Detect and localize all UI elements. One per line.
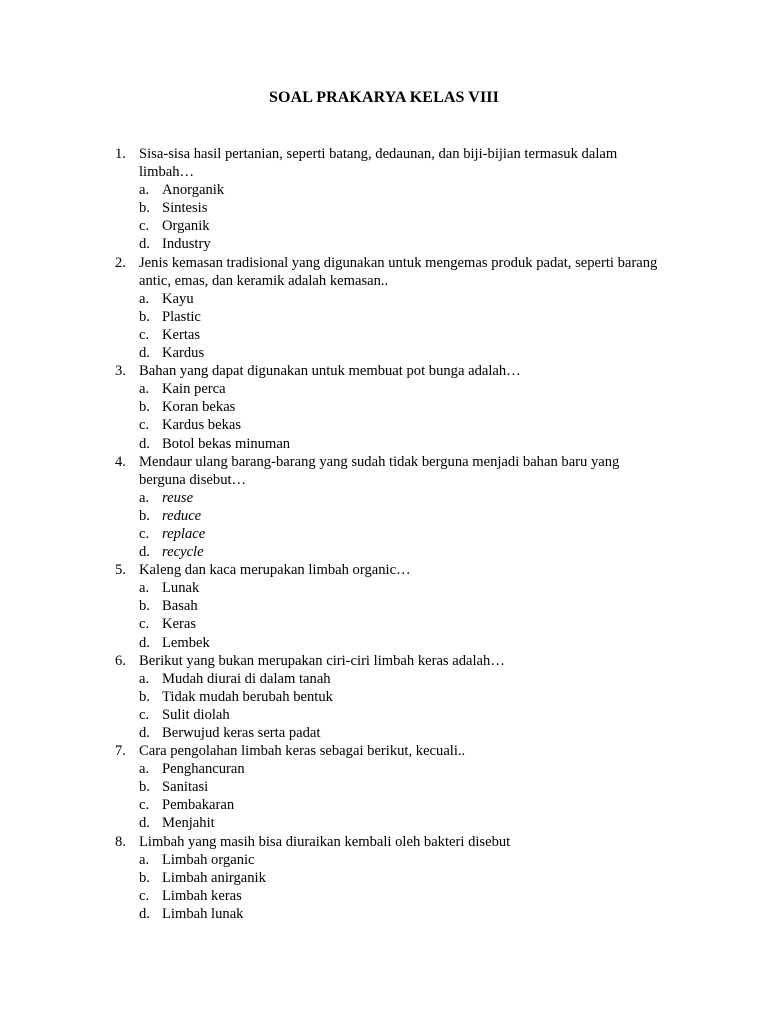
option-text: Sintesis xyxy=(162,200,208,217)
option-text: Penghancuran xyxy=(162,761,245,778)
option-letter: d. xyxy=(139,345,150,362)
option-letter: d. xyxy=(139,236,150,253)
option-text: Kertas xyxy=(162,326,201,343)
question-text: Cara pengolahan limbah keras sebagai berikut, kecuali.. xyxy=(139,743,466,760)
option-text: Lunak xyxy=(162,580,200,597)
option-text: Koran bekas xyxy=(162,399,236,416)
option-letter: c. xyxy=(139,525,150,542)
option-text: Berwujud keras serta padat xyxy=(162,725,321,741)
option-list xyxy=(139,489,660,561)
option-text: reuse xyxy=(162,489,194,506)
option-letter: a. xyxy=(139,182,150,199)
option-item xyxy=(139,688,660,706)
option-item xyxy=(139,706,660,724)
option-item xyxy=(139,724,660,742)
option-letter: d. xyxy=(139,725,150,741)
option-item xyxy=(139,435,660,453)
option-letter: c. xyxy=(139,326,150,343)
option-letter: d. xyxy=(139,634,150,651)
option-text: replace xyxy=(162,525,206,542)
option-letter: b. xyxy=(139,779,150,796)
option-text: Sulit diolah xyxy=(162,706,230,723)
question-number: 8. xyxy=(115,833,126,850)
option-letter: b. xyxy=(139,869,150,886)
question-text: Sisa-sisa hasil pertanian, seperti batang, dedaunan, dan biji-bijian termasuk dalam limbah… xyxy=(139,146,618,181)
option-item xyxy=(139,217,660,235)
option-text: Limbah keras xyxy=(162,887,242,904)
question-item xyxy=(115,652,660,742)
option-item xyxy=(139,887,660,905)
option-letter: b. xyxy=(139,598,150,615)
option-item xyxy=(139,416,660,434)
option-text: Kardus bekas xyxy=(162,417,242,434)
option-letter: d. xyxy=(139,544,150,561)
option-text: Sanitasi xyxy=(162,779,209,796)
option-letter: c. xyxy=(139,797,150,814)
option-letter: b. xyxy=(139,507,150,524)
option-item xyxy=(139,760,660,778)
option-list xyxy=(139,760,660,832)
option-list xyxy=(139,380,660,452)
option-item xyxy=(139,543,660,561)
option-letter: c. xyxy=(139,218,150,235)
option-text: Kardus xyxy=(162,345,205,362)
option-letter: a. xyxy=(139,761,150,778)
question-text: Mendaur ulang barang-barang yang sudah tidak berguna menjadi bahan baru yang berguna disebut… xyxy=(139,453,620,488)
question-item xyxy=(115,254,660,363)
question-list xyxy=(115,145,660,923)
question-number: 3. xyxy=(115,363,126,380)
option-letter: c. xyxy=(139,616,150,633)
option-text: Mudah diurai di dalam tanah xyxy=(162,670,331,687)
option-letter: a. xyxy=(139,381,150,398)
option-text: Kayu xyxy=(162,290,194,307)
option-letter: b. xyxy=(139,399,150,416)
option-letter: c. xyxy=(139,887,150,904)
question-item xyxy=(115,453,660,562)
option-item xyxy=(139,615,660,633)
option-text: Keras xyxy=(162,616,197,633)
question-item xyxy=(115,145,660,254)
option-letter: a. xyxy=(139,290,150,307)
option-text: Botol bekas minuman xyxy=(162,435,291,452)
option-item xyxy=(139,869,660,887)
question-number: 4. xyxy=(115,453,126,470)
question-number: 2. xyxy=(115,254,126,271)
option-text: Menjahit xyxy=(162,815,215,832)
option-text: Limbah organic xyxy=(162,851,255,868)
option-text: reduce xyxy=(162,507,202,524)
option-item xyxy=(139,851,660,869)
question-text: Kaleng dan kaca merupakan limbah organic… xyxy=(139,562,411,579)
option-item xyxy=(139,597,660,615)
option-item xyxy=(139,398,660,416)
option-item xyxy=(139,905,660,923)
option-item xyxy=(139,796,660,814)
option-list xyxy=(139,579,660,651)
option-text: Anorganik xyxy=(162,182,225,199)
question-text: Berikut yang bukan merupakan ciri-ciri limbah keras adalah… xyxy=(139,652,505,669)
question-number: 6. xyxy=(115,652,126,669)
option-item xyxy=(139,489,660,507)
question-item xyxy=(115,362,660,452)
option-list xyxy=(139,670,660,742)
option-item xyxy=(139,181,660,199)
option-letter: b. xyxy=(139,200,150,217)
option-item xyxy=(139,199,660,217)
option-text: Lembek xyxy=(162,634,210,651)
option-text: Kain perca xyxy=(162,381,226,398)
option-item xyxy=(139,290,660,308)
option-item xyxy=(139,634,660,652)
option-letter: d. xyxy=(139,815,150,832)
option-item xyxy=(139,778,660,796)
question-number: 5. xyxy=(115,562,126,579)
option-letter: d. xyxy=(139,435,150,452)
option-item xyxy=(139,814,660,832)
question-number: 7. xyxy=(115,743,126,760)
option-text: Limbah anirganik xyxy=(162,869,266,886)
question-text: Jenis kemasan tradisional yang digunakan untuk mengemas produk padat, seperti barang antic, emas, dan keramik adalah kemasan.. xyxy=(139,254,658,289)
option-list xyxy=(139,851,660,923)
option-letter: a. xyxy=(139,580,150,597)
option-letter: b. xyxy=(139,688,150,705)
option-letter: a. xyxy=(139,670,150,687)
option-item xyxy=(139,308,660,326)
question-item xyxy=(115,561,660,651)
option-list xyxy=(139,181,660,253)
option-letter: c. xyxy=(139,706,150,723)
option-item xyxy=(139,525,660,543)
option-text: Plastic xyxy=(162,308,201,325)
option-list xyxy=(139,290,660,362)
option-item xyxy=(139,579,660,597)
option-text: Organik xyxy=(162,218,210,235)
option-text: Industry xyxy=(162,236,211,253)
option-text: Tidak mudah berubah bentuk xyxy=(162,688,333,705)
option-item xyxy=(139,380,660,398)
option-letter: d. xyxy=(139,905,150,922)
option-item xyxy=(139,507,660,525)
option-letter: b. xyxy=(139,308,150,325)
page-title: SOAL PRAKARYA KELAS VIII xyxy=(269,89,499,106)
option-item xyxy=(139,326,660,344)
question-number: 1. xyxy=(115,146,126,162)
option-item xyxy=(139,344,660,362)
question-item xyxy=(115,833,660,923)
option-text: recycle xyxy=(162,544,204,561)
option-text: Limbah lunak xyxy=(162,905,244,922)
question-text: Bahan yang dapat digunakan untuk membuat pot bunga adalah… xyxy=(139,363,521,380)
question-text: Limbah yang masih bisa diuraikan kembali oleh bakteri disebut xyxy=(139,833,511,850)
option-letter: c. xyxy=(139,417,150,434)
question-item xyxy=(115,742,660,832)
option-letter: a. xyxy=(139,489,150,506)
option-text: Basah xyxy=(162,598,198,615)
option-item xyxy=(139,670,660,688)
option-item xyxy=(139,235,660,253)
option-letter: a. xyxy=(139,851,150,868)
option-text: Pembakaran xyxy=(162,797,235,814)
